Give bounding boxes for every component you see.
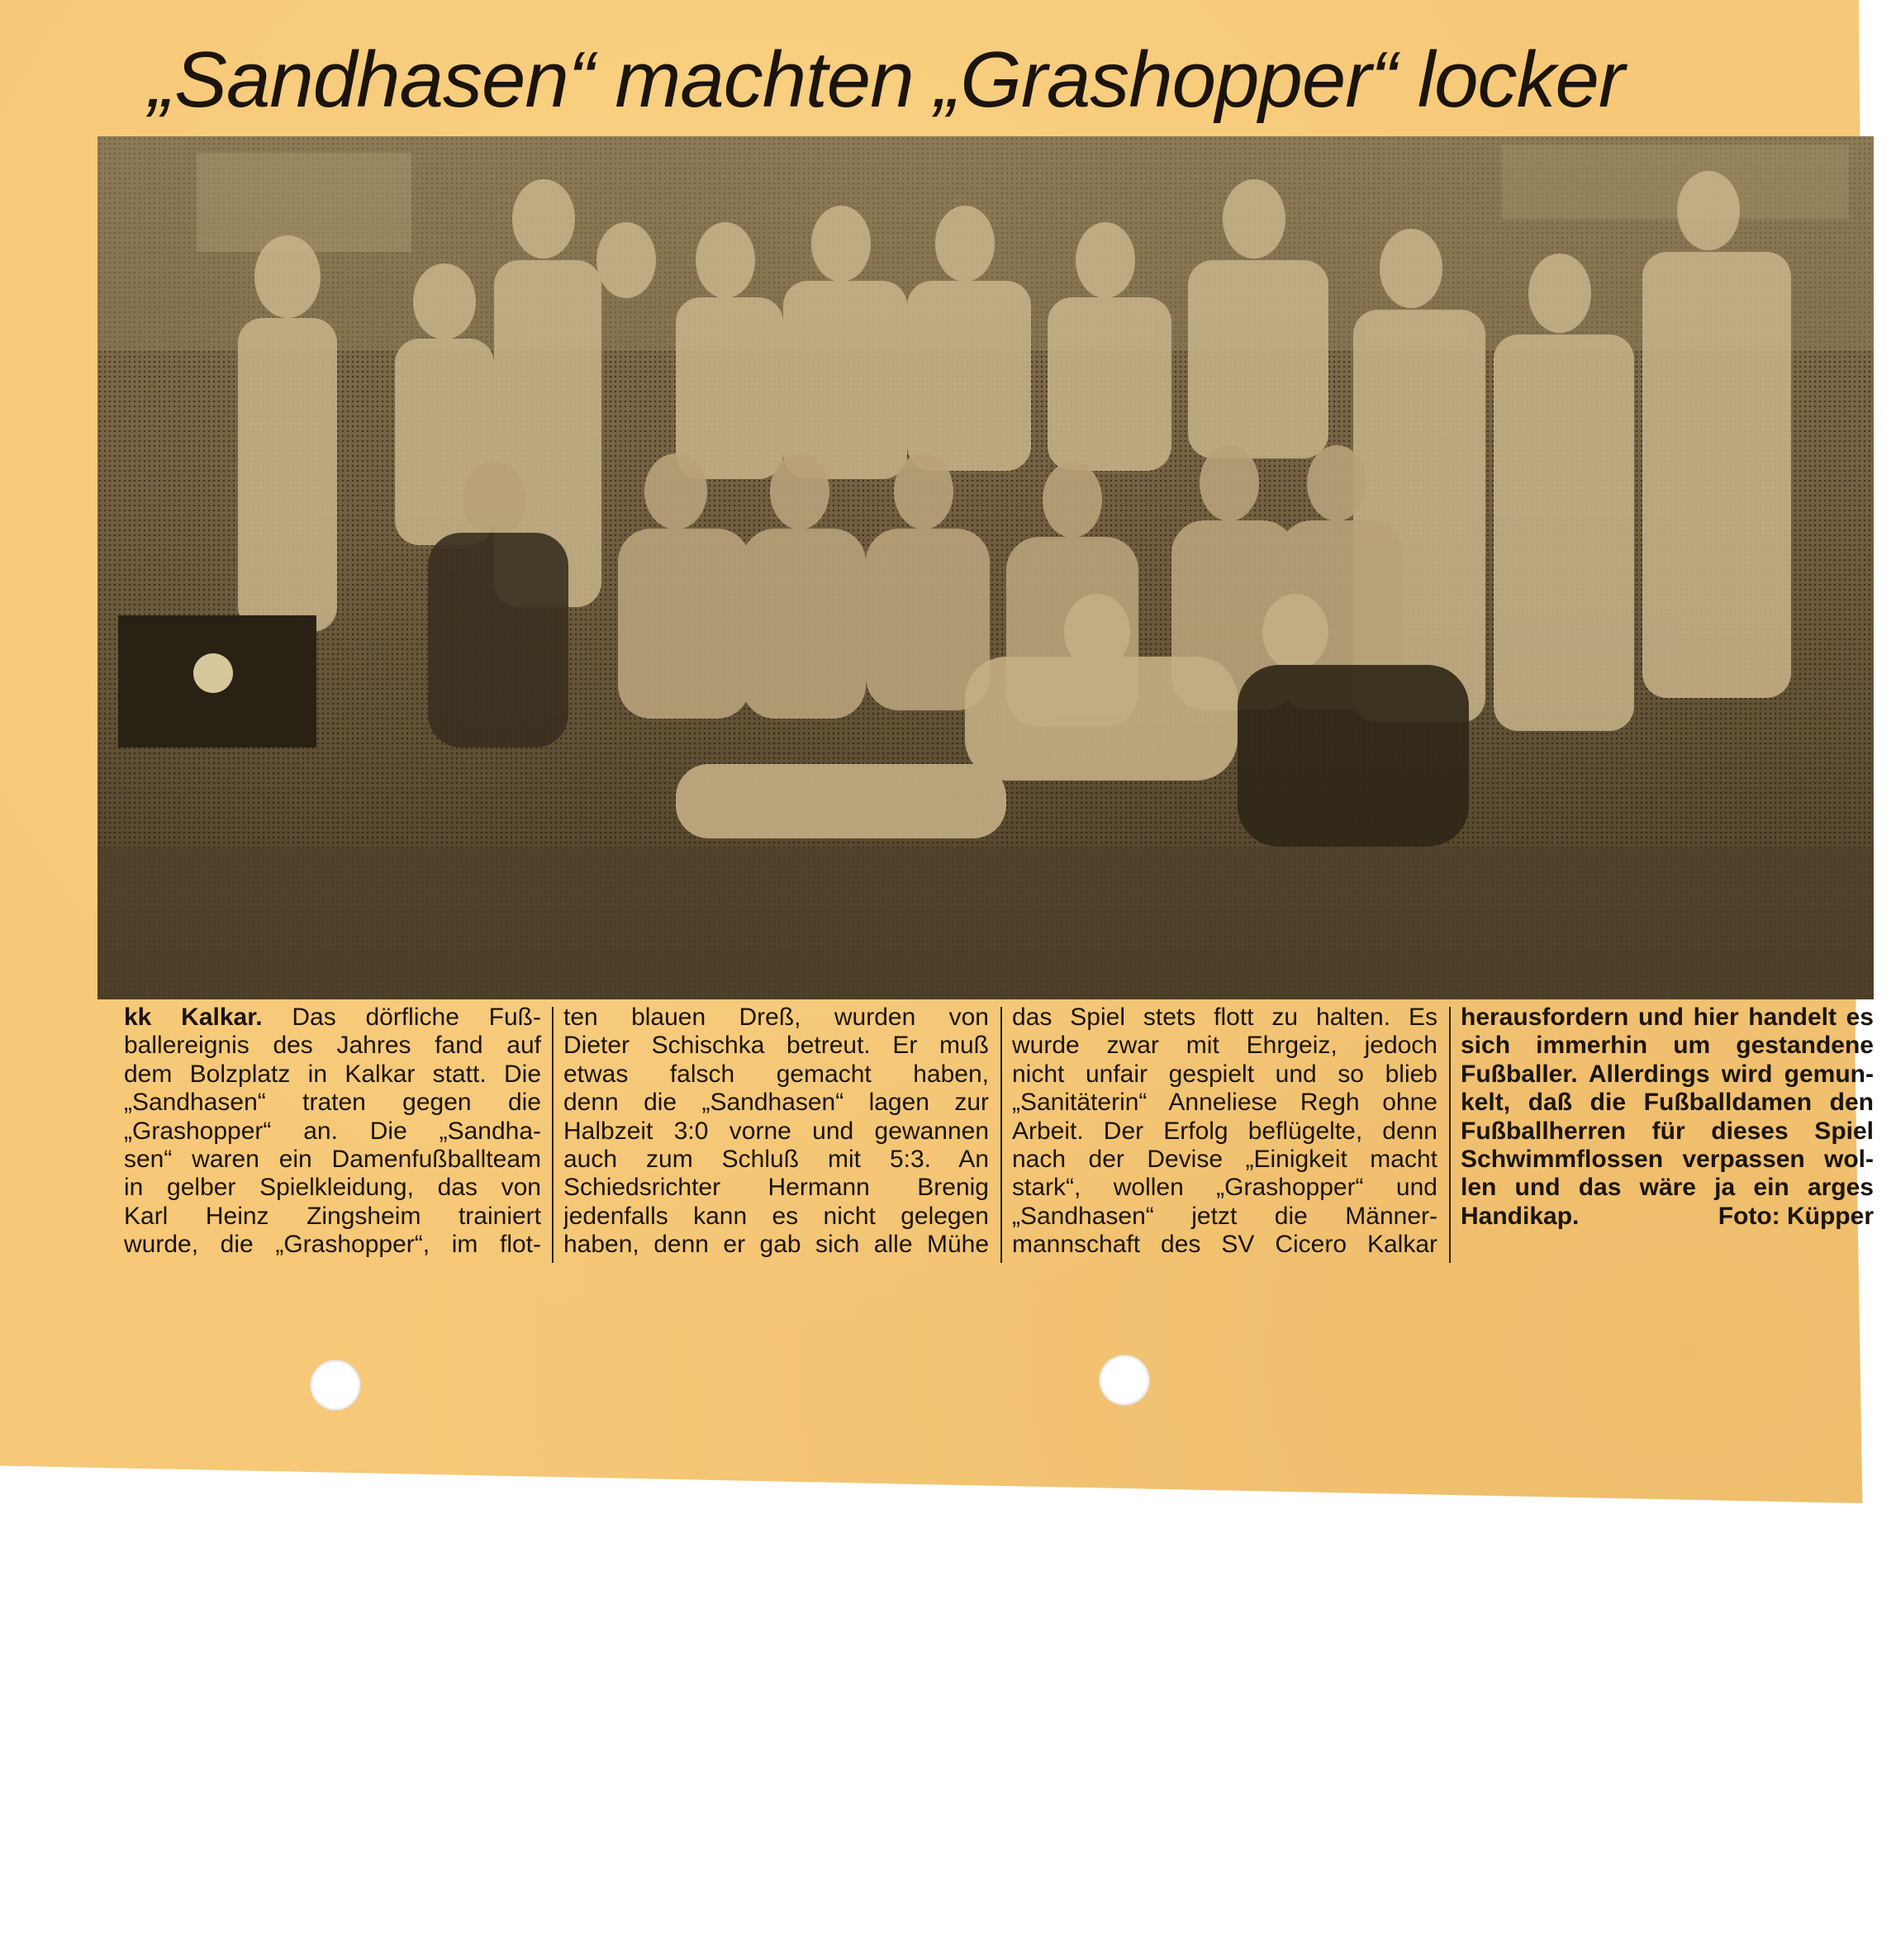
column-rule [552,1007,554,1263]
column-rule [1000,1007,1002,1263]
article-line: sen“ waren ein Damenfußballteam [124,1146,541,1174]
punch-hole [1099,1355,1150,1406]
article-line [124,1004,541,1032]
article-line: „Grashopper“ an. Die „Sandha- [124,1117,541,1145]
article-line: wurde zwar mit Ehrgeiz, jedoch [1012,1032,1437,1060]
article-line: Karl Heinz Zingsheim trainiert [124,1202,541,1230]
article-line: ballereignis des Jahres fand auf [124,1032,541,1060]
article-line: Schiedsrichter Hermann Brenig [563,1174,989,1202]
article-line: „Sandhasen“ jetzt die Männer- [1012,1202,1437,1230]
article-line: jedenfalls kann es nicht gelegen [563,1202,989,1230]
headline: „Sandhasen“ machten „Grashopper“ locker [149,36,1624,124]
column-rule [1449,1007,1451,1263]
team-photo-icon [97,136,1874,999]
article-line: „Sandhasen“ traten gegen die [124,1089,541,1117]
article-line: denn die „Sandhasen“ lagen zur [563,1089,989,1117]
article-line: Dieter Schischka betreut. Er muß [563,1032,989,1060]
article-text: Handikap. [1461,1202,1580,1230]
article-line: Schwimmflossen verpassen wol- [1461,1146,1874,1174]
article-line: das Spiel stets flott zu halten. Es [1012,1004,1437,1031]
article-line: stark“, wollen „Grashopper“ und [1012,1174,1437,1202]
article-column-3 [1012,1004,1437,1260]
team-photo [97,136,1874,999]
article-line [1461,1203,1874,1231]
article-line: in gelber Spielkleidung, das von [124,1174,541,1202]
article-line: ten blauen Dreß, wurden von [563,1004,989,1031]
article-column-1 [124,1004,541,1260]
article-line: auch zum Schluß mit 5:3. An [563,1146,989,1174]
article-line: sich immerhin um gestandene [1461,1032,1874,1060]
article-text: Das dörfliche Fuß- [262,1004,541,1031]
dateline: kk Kalkar. [124,1004,263,1031]
article-line: kelt, daß die Fußballdamen den [1461,1089,1874,1117]
article-line: nicht unfair gespielt und so blieb [1012,1060,1437,1088]
article-column-4 [1461,1004,1874,1231]
photo-credit: Foto: Küpper [1718,1202,1874,1230]
article-line: etwas falsch gemacht haben, [563,1060,989,1088]
article-column-2 [563,1004,989,1260]
article-line: Halbzeit 3:0 vorne und gewannen [563,1117,989,1145]
article-line: nach der Devise „Einigkeit macht [1012,1146,1437,1174]
article-line: mannschaft des SV Cicero Kalkar [1012,1231,1437,1259]
article-line: herausfordern und hier handelt es [1461,1004,1874,1031]
article-line: Fußballer. Allerdings wird gemun- [1461,1060,1874,1088]
article-line: haben, denn er gab sich alle Mühe [563,1231,989,1259]
punch-hole [310,1360,361,1411]
article-line: Fußballherren für dieses Spiel [1461,1117,1874,1145]
article-line: „Sanitäterin“ Anneliese Regh ohne [1012,1089,1437,1117]
article-body [99,1004,1874,1276]
article-line: dem Bolzplatz in Kalkar statt. Die [124,1060,541,1088]
article-line: len und das wäre ja ein arges [1461,1174,1874,1202]
article-line: wurde, die „Grashopper“, im flot- [124,1231,541,1259]
article-line: Arbeit. Der Erfolg beflügelte, denn [1012,1117,1437,1145]
